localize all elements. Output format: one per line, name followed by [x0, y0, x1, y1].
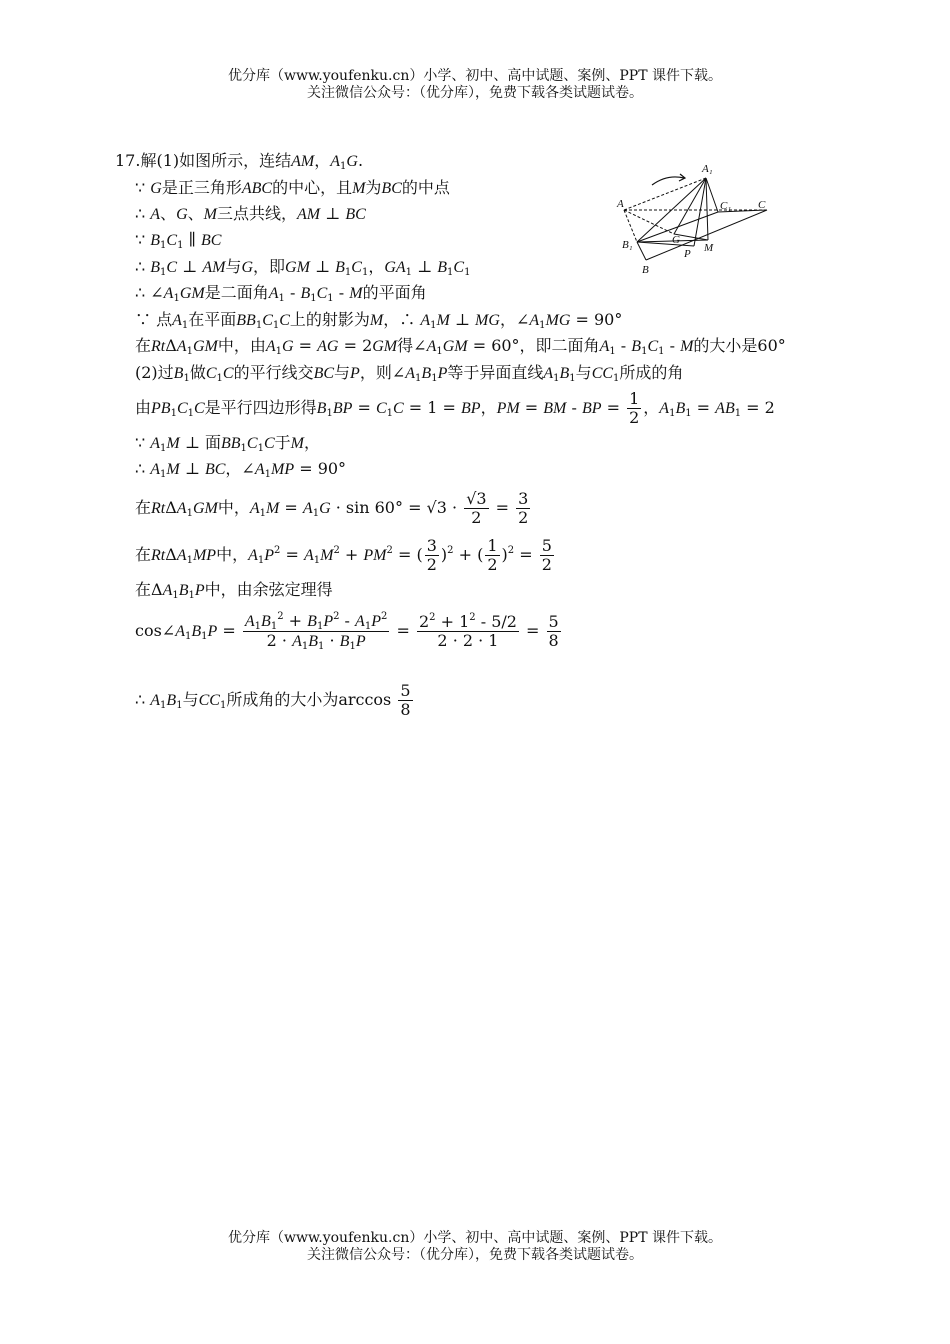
label-A: A [617, 198, 624, 210]
label-A1: A₁ [702, 163, 713, 175]
footer-line-1: 优分库（www.youfenku.cn）小学、初中、高中试题、案例、PPT 课件下载。 [227, 1230, 722, 1246]
line-6: ∴ $\angle A_1GM$是二面角$A_1 - B_1C_1$ - M的平面角 [135, 283, 427, 304]
line-4: ∵ $B_1C_1$ ∥ BC [135, 230, 222, 251]
label-C1: C₁ [720, 200, 732, 212]
edge-A1C1 [706, 178, 718, 212]
line-2: ∵ G是正三角形ABC的中心，且M为BC的中点 [135, 178, 450, 197]
label-C: C [758, 199, 766, 211]
line-15: 在$\Delta A_1B_1P$中，由余弦定理得 [135, 580, 333, 601]
label-B1: B₁ [622, 239, 633, 251]
line-16: $\cos\angle A_1B_1P$ = $\frac{A_1B_1^2 + B_1P^2 - A_1P^2}{2 \cdot A_1B_1 \cdot B_1P}$ = $\frac{2^2 + 1^2 - 5/2}{2 \cdot 2 \cdot 1}$ = $\frac{5}{8}$ [135, 611, 559, 652]
line-3: ∴ A、G、M三点共线，AM ⊥ BC [135, 204, 366, 223]
line-7: ∵ 点$A_1$在平面$BB_1C_1C$上的射影为M，∴ $A_1M$ ⊥ MG，$\angle A_1MG = 90^\circ$ [135, 310, 623, 331]
label-B: B [642, 264, 649, 276]
label-G: G [672, 234, 680, 246]
edge-AA1 [624, 178, 706, 210]
geometry-figure [612, 160, 772, 280]
label-P: P [684, 248, 691, 260]
label-M: M [704, 242, 714, 254]
line-5: ∴ $B_1C$ ⊥ AM与G，即GM ⊥ $B_1C_1$，$GA_1$ ⊥ $B_1C_1$ [135, 257, 471, 278]
page-header [0, 68, 950, 102]
line-9: (2)过$B_1$做$C_1C$的平行线交BC与P，则$\angle A_1B_1P$等于异面直线$A_1B_1$与$CC_1$所成的角 [135, 363, 684, 384]
footer-line-2: 关注微信公众号：（优分库），免费下载各类试题试卷。 [307, 1247, 643, 1263]
line-14: 在RtΔA$_1$MP中，$A_1P^2 = A_1M^2 + PM^2$ = ( $\frac{3}{2}$ )$^2$ + ( $\frac{1}{2}$ )$^2$ = $\frac{5}{2}$ [135, 536, 552, 574]
solution-title: 17.解(1)如图所示，连结AM，$A_1G$. [115, 151, 364, 172]
line-10: 由$PB_1C_1C$是平行四边形得$B_1BP = C_1C = 1$ = BP，PM = BM - BP = $\frac{1}{2}$ ，$A_1B_1 = AB_1 = 2$ [135, 389, 775, 427]
line-13: 在RtΔA$_1$GM中，$A_1M = A_1G \cdot \sin 60^\circ = √3$ · $\frac{√3}{2}$ = $\frac{3}{2}$ [135, 489, 529, 527]
page-footer [0, 1230, 950, 1264]
line-17: ∴ $A_1B_1$与$CC_1$所成角的大小为arccos $\frac{5}{8}$ [135, 681, 411, 719]
edge-A1M [706, 178, 708, 240]
line-8: 在RtΔA$_1$GM中，由$A_1G$ = AG = 2GM得$\angle A_1GM = 60^\circ$，即二面角$A_1 - B_1C_1$ - M的大小是60° [135, 336, 786, 357]
header-line-2: 关注微信公众号：（优分库），免费下载各类试题试卷。 [307, 85, 643, 101]
header-line-1: 优分库（www.youfenku.cn）小学、初中、高中试题、案例、PPT 课件下载。 [227, 68, 722, 84]
line-12: ∴ $A_1M$ ⊥ BC，$\angle A_1MP = 90^\circ$ [135, 459, 347, 480]
edge-B1B [637, 242, 646, 260]
line-11: ∵ $A_1M$ ⊥ 面$BB_1C_1C$于M， [135, 433, 320, 454]
